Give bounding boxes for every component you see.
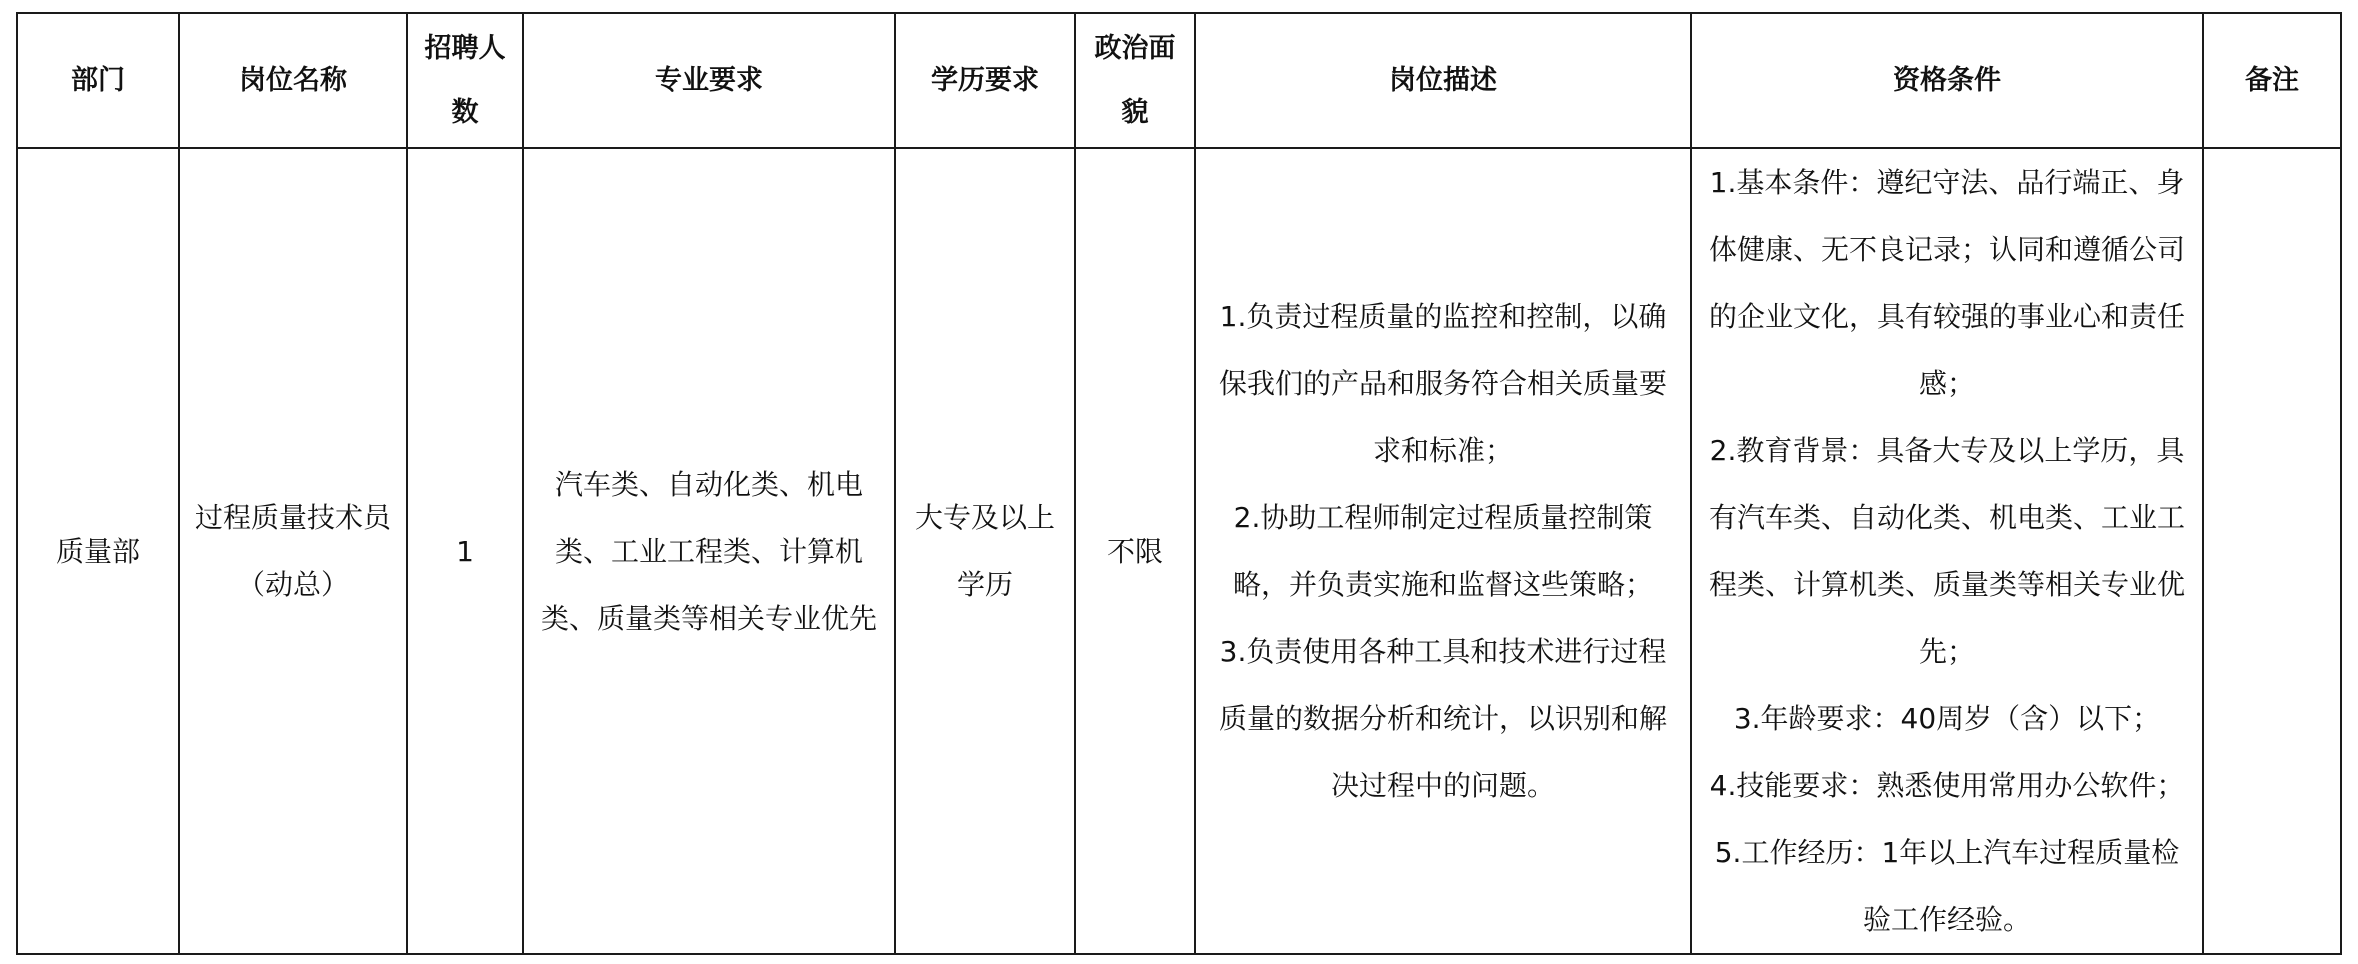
- recruitment-table: [16, 12, 2342, 955]
- header-position-name: 岗位名称: [179, 13, 407, 148]
- qualification-item: 3.年龄要求：40周岁（含）以下；: [1733, 702, 2161, 735]
- cell-education-requirement: 大专及以上学历: [895, 148, 1075, 954]
- cell-qualifications: [1691, 148, 2203, 954]
- cell-remarks: [2203, 148, 2341, 954]
- cell-major-requirement: 汽车类、自动化类、机电类、工业工程类、计算机类、质量类等相关专业优先: [523, 148, 895, 954]
- cell-headcount: 1: [407, 148, 523, 954]
- qualification-item: 5.工作经历：1年以上汽车过程质量检验工作经验。: [1714, 836, 2180, 936]
- header-major-requirement: 专业要求: [523, 13, 895, 148]
- header-remarks: 备注: [2203, 13, 2341, 148]
- header-political-status: 政治面貌: [1075, 13, 1195, 148]
- header-department: 部门: [17, 13, 179, 148]
- job-description-item: 1.负责过程质量的监控和控制，以确保我们的产品和服务符合相关质量要求和标准；: [1218, 300, 1667, 467]
- cell-position-name: 过程质量技术员（动总）: [179, 148, 407, 954]
- job-description-item: 3.负责使用各种工具和技术进行过程质量的数据分析和统计，以识别和解决过程中的问题。: [1218, 635, 1667, 802]
- qualification-item: 4.技能要求：熟悉使用常用办公软件；: [1709, 769, 2185, 802]
- qualification-item: 2.教育背景：具备大专及以上学历，具有汽车类、自动化类、机电类、工业工程类、计算机类、质量类等相关专业优先；: [1708, 434, 2185, 668]
- qualification-item: 1.基本条件：遵纪守法、品行端正、身体健康、无不良记录；认同和遵循公司的企业文化，具有较强的事业心和责任感；: [1708, 166, 2185, 400]
- header-job-description: 岗位描述: [1195, 13, 1691, 148]
- header-education-requirement: 学历要求: [895, 13, 1075, 148]
- job-description-item: 2.协助工程师制定过程质量控制策略，并负责实施和监督这些策略；: [1232, 501, 1653, 601]
- cell-job-description: [1195, 148, 1691, 954]
- header-qualifications: 资格条件: [1691, 13, 2203, 148]
- cell-department: 质量部: [17, 148, 179, 954]
- table-header-row: [17, 13, 2341, 148]
- table-row: [17, 148, 2341, 954]
- header-headcount: 招聘人数: [407, 13, 523, 148]
- cell-political-status: 不限: [1075, 148, 1195, 954]
